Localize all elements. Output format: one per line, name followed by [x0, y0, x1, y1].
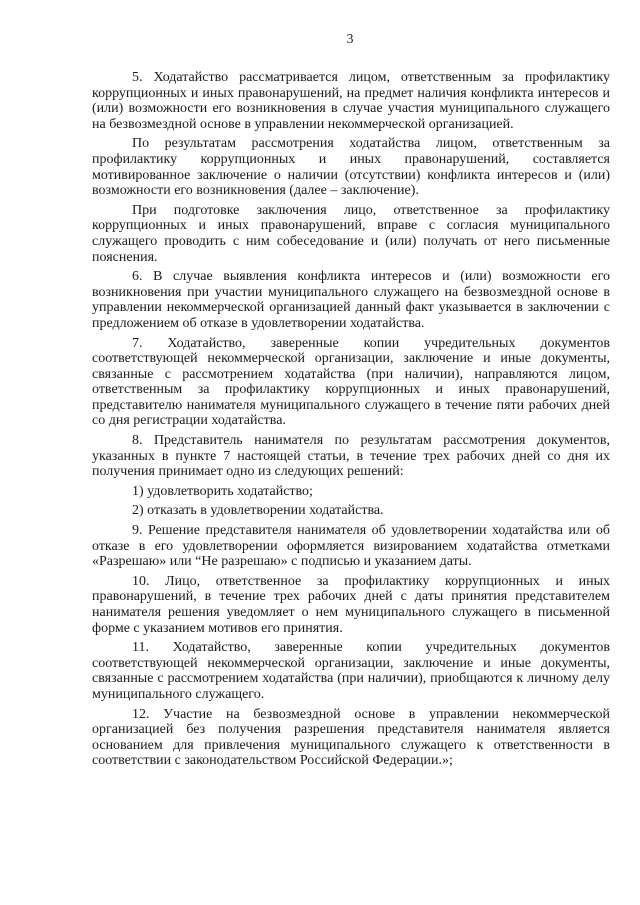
- decision-option-refuse: 2) отказать в удовлетворении ходатайства.: [132, 503, 384, 519]
- paragraph-item-10: 10. Лицо, ответственное за профилактику коррупционных и иных правонарушений, в течение трех рабочих дней с даты принятия представителем нанимателя решения уведомляет о нем муниципального служащего в письменной форме с указанием мотивов его принятия.: [92, 573, 610, 636]
- page-number: 3: [346, 32, 354, 47]
- paragraph-item-12: 12. Участие на безвозмездной основе в управлении некоммерческой организацией без получения разрешения представителя нанимателя является основанием для привлечения муниципального служащего к ответственности в соответствии с законодательством Российской Федерации.»;: [92, 706, 610, 769]
- paragraph-interview: При подготовке заключения лицо, ответственное за профилактику коррупционных и иных правонарушений, вправе с согласия муниципального служащего проводить с ним собеседование и (или) получать от него письменные пояснения.: [92, 202, 610, 265]
- paragraph-item-5: 5. Ходатайство рассматривается лицом, ответственным за профилактику коррупционных и иных правонарушений, на предмет наличия конфликта интересов и (или) возможности его возникновения в случае участия муниципального служащего на безвозмездной основе в управлении некоммерческой организацией.: [92, 70, 610, 132]
- document-body: [92, 70, 610, 773]
- decision-option-approve: 1) удовлетворить ходатайство;: [132, 483, 313, 499]
- paragraph-item-11: 11. Ходатайство, заверенные копии учредительных документов соответствующей некоммерческой организации, заключение и иные документы, связанные с рассмотрением ходатайства (при наличии), приобщаются к личному делу муниципального служащего.: [92, 640, 610, 702]
- paragraph-conclusion: По результатам рассмотрения ходатайства лицом, ответственным за профилактику коррупционных и иных правонарушений, составляется мотивированное заключение о наличии (отсутствии) конфликта интересов и (или) возможности его возникновения (далее – заключение).: [92, 136, 610, 199]
- paragraph-item-8: 8. Представитель нанимателя по результатам рассмотрения документов, указанных в пункте 7 настоящей статьи, в течение трех рабочих дней со дня их получения принимает одно из следующих решений:: [92, 433, 610, 480]
- paragraph-item-6: 6. В случае выявления конфликта интересов и (или) возможности его возникновения при участии муниципального служащего на безвозмездной основе в управлении некоммерческой организацией данный факт указывается в заключении с предложением об отказе в удовлетворении ходатайства.: [92, 269, 610, 331]
- paragraph-item-9: 9. Решение представителя нанимателя об удовлетворении ходатайства или об отказе в его удовлетворении оформляется визированием ходатайства отметками «Разрешаю» или “Не разрешаю» с подписью и указанием даты.: [92, 523, 610, 570]
- paragraph-item-7: 7. Ходатайство, заверенные копии учредительных документов соответствующей некоммерческой организации, заключение и иные документы, связанные с рассмотрением ходатайства (при наличии), направляются лицом, ответственным за профилактику коррупционных и иных правонарушений, представителю нанимателя муниципального служащего в течение пяти рабочих дней со дня регистрации ходатайства.: [92, 335, 610, 429]
